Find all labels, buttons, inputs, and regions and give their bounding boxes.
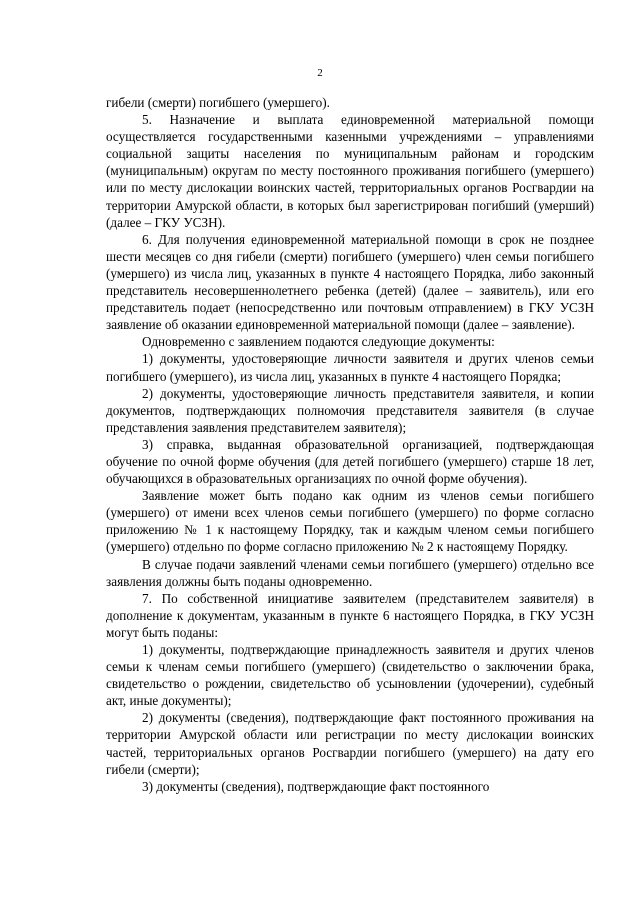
paragraph: 2) документы (сведения), подтверждающие факт постоянного проживания на территории Амурской области или регистрации по месту дислокации воинских частей, территориальных органов Росгвардии погибшего (умершего) на дату его гибели (смерти);: [106, 710, 594, 777]
paragraph: 6. Для получения единовременной материальной помощи в срок не позднее шести месяцев со дня гибели (смерти) погибшего (умершего) член семьи погибшего (умершего) из числа лиц, указанных в пункте 4 настоящего Порядка, либо законный представитель несовершеннолетнего ребенка (детей) (далее – заявитель), или его представитель подает (непосредственно или почтовым отправлением) в ГКУ УСЗН заявление об оказании единовременной материальной помощи (далее – заявление).: [106, 231, 594, 333]
paragraph: 3) справка, выданная образовательной организацией, подтверждающая обучение по очной форме обучения (для детей погибшего (умершего) старше 18 лет, обучающихся в образовательных организациях по очной форме обучения).: [106, 436, 594, 487]
paragraph: 1) документы, удостоверяющие личности заявителя и других членов семьи погибшего (умершего), из числа лиц, указанных в пункте 4 настоящего Порядка;: [106, 351, 594, 384]
document-body: [106, 94, 594, 795]
paragraph: 5. Назначение и выплата единовременной материальной помощи осуществляется государственными казенными учреждениями – управлениями социальной защиты населения по муниципальным районам и городским (муниципальным) округам по месту постоянного проживания погибшего (умершего) или по месту дислокации воинских частей, территориальных органов Росгвардии на территории Амурской области, в которых был зарегистрирован погибший (умерший) (далее – ГКУ УСЗН).: [106, 112, 594, 230]
page-number: 2: [317, 67, 323, 79]
paragraph: 3) документы (сведения), подтверждающие факт постоянного: [142, 778, 490, 794]
paragraph: Заявление может быть подано как одним из членов семьи погибшего (умершего) от имени всех членов семьи погибшего (умершего) по форме согласно приложению № 1 к настоящему Порядку, так и каждым членом семьи погибшего (умершего) отдельно по форме согласно приложению № 2 к настоящему Порядку.: [106, 488, 594, 555]
paragraph: 7. По собственной инициативе заявителем (представителем заявителя) в дополнение к документам, указанным в пункте 6 настоящего Порядка, в ГКУ УСЗН могут быть поданы:: [106, 590, 594, 640]
paragraph: 1) документы, подтверждающие принадлежность заявителя и других членов семьи к членам семьи погибшего (умершего) (свидетельство о заключении брака, свидетельство о рождении, свидетельство об усыновлении (удочерении), судебный акт, иные документы);: [106, 642, 594, 709]
paragraph: В случае подачи заявлений членами семьи погибшего (умершего) отдельно все заявления должны быть поданы одновременно.: [106, 556, 594, 589]
paragraph: 2) документы, удостоверяющие личность представителя заявителя, и копии документов, подтверждающих полномочия представителя заявителя (в случае представления заявления представителем заявителя);: [106, 385, 594, 435]
paragraph: гибели (смерти) погибшего (умершего).: [106, 95, 330, 110]
paragraph: Одновременно с заявлением подаются следующие документы:: [142, 334, 495, 350]
